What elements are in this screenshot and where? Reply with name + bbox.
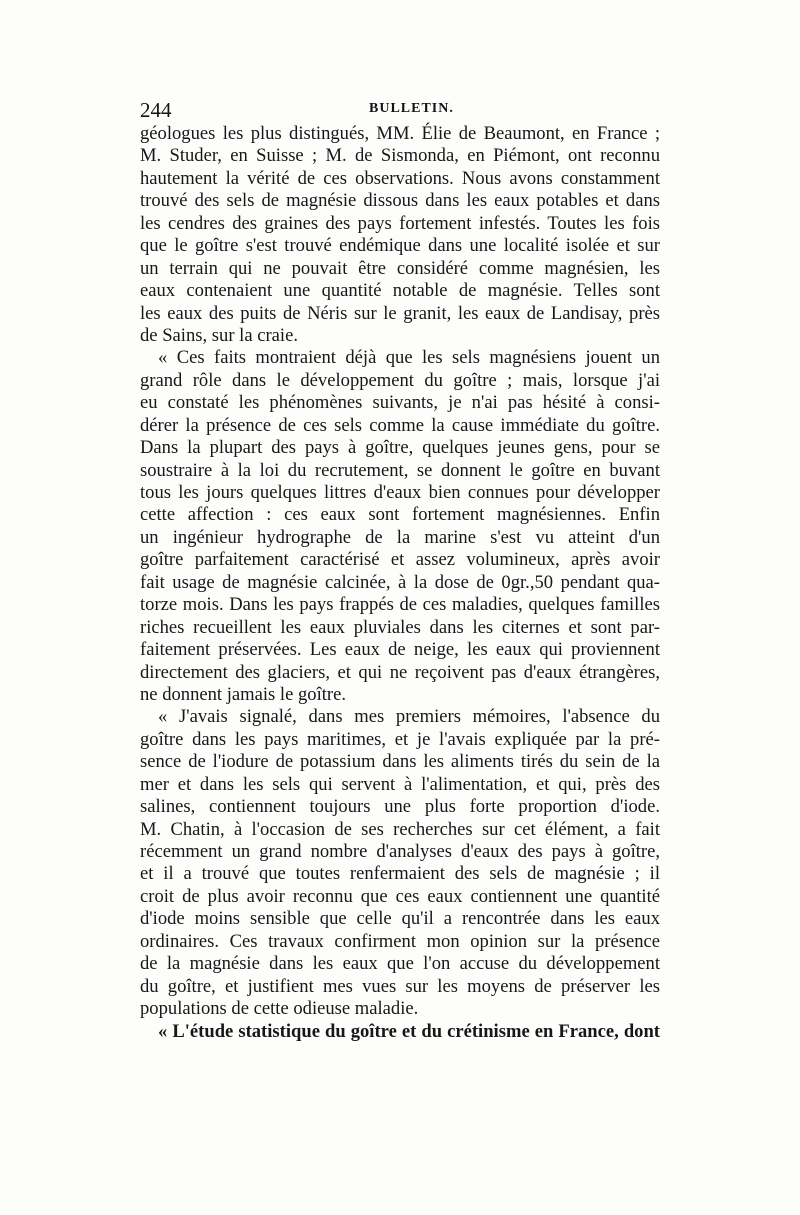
running-head: BULLETIN. <box>369 101 454 116</box>
text-line: un ingénieur hydrographe de la marine s'est vu atteint d'un <box>140 526 660 548</box>
text-line: faitement préservées. Les eaux de neige, les eaux qui proviennent <box>140 639 660 661</box>
text-line: trouvé des sels de magnésie dissous dans les eaux potables et dans <box>140 190 660 212</box>
text-line: de la magnésie dans les eaux que l'on accuse du développement <box>140 953 660 975</box>
paragraph-start-line: « Ces faits montraient déjà que les sels magnésiens jouent un <box>158 347 660 369</box>
text-line: populations de cette odieuse maladie. <box>140 998 419 1020</box>
text-line: sence de l'iodure de potassium dans les aliments tirés du sein de la <box>140 751 660 773</box>
text-line: fait usage de magnésie calcinée, à la dose de 0gr.,50 pendant qua- <box>140 571 660 593</box>
page-number: 244 <box>140 98 172 122</box>
text-line: M. Studer, en Suisse ; M. de Sismonda, en Piémont, ont reconnu <box>140 145 660 167</box>
text-line: ne donnent jamais le goître. <box>140 683 347 705</box>
text-line: salines, contiennent toujours une plus forte proportion d'iode. <box>140 796 660 818</box>
text-line: récemment un grand nombre d'analyses d'eaux des pays à goître, <box>140 841 660 862</box>
text-line: croit de plus avoir reconnu que ces eaux contiennent une quantité <box>140 885 660 907</box>
text-line: eaux contenaient une quantité notable de magnésie. Telles sont <box>140 280 660 302</box>
paragraph-start-line: « L'étude statistique du goître et du crétinisme en France, dont <box>158 1020 660 1042</box>
text-line: torze mois. Dans les pays frappés de ces maladies, quelques familles <box>140 594 660 616</box>
text-line: grand rôle dans le développement du goître ; mais, lorsque j'ai <box>140 369 660 391</box>
text-line: Dans la plupart des pays à goître, quelques jeunes gens, pour se <box>140 437 660 459</box>
body-text <box>140 123 660 1043</box>
text-line: dérer la présence de ces sels comme la cause immédiate du goître. <box>140 414 660 436</box>
text-line: soustraire à la loi du recrutement, se donnent le goître en buvant <box>140 459 660 481</box>
text-line: les eaux des puits de Néris sur le granit, les eaux de Landisay, près <box>140 302 660 324</box>
text-line: tous les jours quelques littres d'eaux bien connues pour développer <box>140 482 660 503</box>
text-line: cette affection : ces eaux sont fortement magnésiennes. Enfin <box>140 504 660 526</box>
text-line: mer et dans les sels qui servent à l'alimentation, et qui, près des <box>140 773 660 795</box>
text-line: d'iode moins sensible que celle qu'il a rencontrée dans les eaux <box>140 908 660 930</box>
page-header <box>140 98 665 124</box>
text-line: de Sains, sur la craie. <box>140 324 298 346</box>
text-line: goître dans les pays maritimes, et je l'avais expliquée par la pré- <box>140 728 660 750</box>
text-line: que le goître s'est trouvé endémique dans une localité isolée et sur <box>140 235 660 257</box>
text-line: hautement la vérité de ces observations. Nous avons constamment <box>140 167 660 189</box>
text-line: un terrain qui ne pouvait être considéré comme magnésien, les <box>140 257 660 279</box>
text-line: géologues les plus distingués, MM. Élie de Beaumont, en France ; <box>140 123 660 144</box>
paragraph-start-line: « J'avais signalé, dans mes premiers mémoires, l'absence du <box>158 706 660 728</box>
text-line: M. Chatin, à l'occasion de ses recherches sur cet élément, a fait <box>140 818 660 840</box>
text-line: et il a trouvé que toutes renfermaient des sels de magnésie ; il <box>140 863 660 885</box>
text-line: ordinaires. Ces travaux confirment mon opinion sur la présence <box>140 930 660 952</box>
text-line: eu constaté les phénomènes suivants, je n'ai pas hésité à consi- <box>140 392 660 414</box>
text-line: goître parfaitement caractérisé et assez volumineux, après avoir <box>140 549 660 571</box>
text-line: du goître, et justifient mes vues sur les moyens de préserver les <box>140 975 660 997</box>
text-line: riches recueillent les eaux pluviales dans les citernes et sont par- <box>140 616 660 638</box>
text-line: directement des glaciers, et qui ne reçoivent pas d'eaux étrangères, <box>140 661 660 683</box>
text-line: les cendres des graines des pays fortement infestés. Toutes les fois <box>140 212 660 234</box>
